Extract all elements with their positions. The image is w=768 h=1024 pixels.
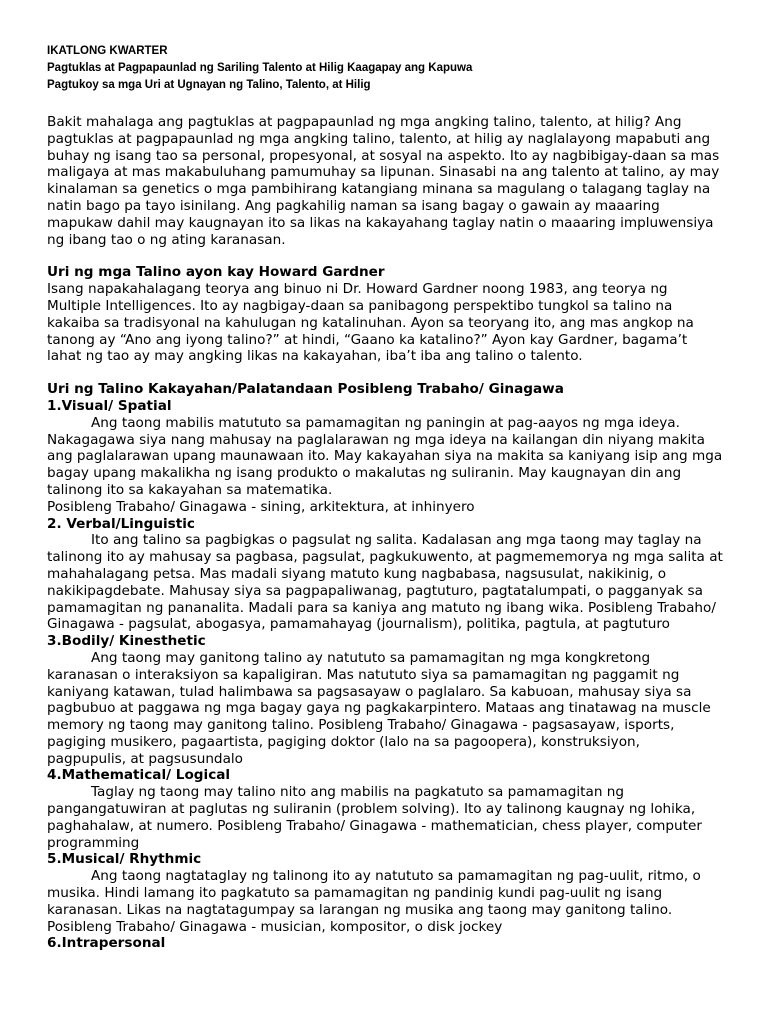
talent-type-description-text: Ang taong nagtataglay ng talinong ito ay natututo sa pamamagitan ng pag-uulit, ritmo, o musika. Hindi lamang ito pagkatuto sa pamamagitan ng pandinig kundi pag-uulit ng isang karanasan. Likas na nagtatagumpay sa larangan ng musika ang taong may ganitong talino. — [47, 868, 701, 918]
talent-type-bodily — [47, 633, 723, 767]
quarter-label: IKATLONG KWARTER — [47, 45, 168, 57]
talent-type-verbal — [47, 516, 723, 634]
talent-type-description — [47, 532, 723, 633]
talent-type-jobs: Posibleng Trabaho/ Ginagawa - mathematician, chess player, computer programming — [47, 817, 702, 851]
talent-type-jobs: Posibleng Trabaho/ Ginagawa - pagsasayaw, isports, pagiging musikero, pagaartista, pagiging doktor (lalo na sa pagoopera), konstruksiyon, pagpupulis, at pagsusundalo — [47, 717, 675, 767]
talent-type-title: 4.Mathematical/ Logical — [47, 767, 231, 784]
gardner-heading: Uri ng mga Talino ayon kay Howard Gardner — [47, 264, 385, 281]
talent-type-jobs: Posibleng Trabaho/ Ginagawa - pagsulat, abogasya, pamamahayag (journalism), politika, pagtula, at pagtuturo — [47, 599, 716, 633]
talent-type-jobs: Posibleng Trabaho/ Ginagawa - sining, arkitektura, at inhinyero — [47, 498, 475, 515]
talent-type-description — [47, 650, 723, 768]
talent-type-description-text: Ito ang talino sa pagbigkas o pagsulat ng salita. Kadalasan ang mga taong may taglay na talinong ito ay mahusay sa pagbasa, pagsulat, pagkukuwento, at pagmememorya ng mga salita at mahahalagang petsa. Mas madali siyang matuto kung nagbabasa, nagsusulat, nakikinig, o nakikipagdebate. Mahusay siya sa pagpapaliwanag, pagtuturo, pagtatalumpati, o pagganyak sa pamamagitan ng pananalita. Madali para sa kaniya ang matuto ng ibang wika. — [47, 532, 723, 616]
talent-type-jobs: Posibleng Trabaho/ Ginagawa - musician, kompositor, o disk jockey — [47, 918, 503, 935]
talent-type-description-text: Ang taong may ganitong talino ay natututo sa pamamagitan ng mga kongkretong karanasan o interaksiyon sa kapaligiran. Mas natututo siya sa pamamagitan ng paggamit ng kaniyang katawan, tulad halimbawa sa pagsasayaw o paglalaro. Sa kabuoan, mahusay siya sa pagbubuo at paggawa ng mga bagay gaya ng pagkakarpintero. Mataas ang tinatawag na muscle memory ng taong may ganitong talino. — [47, 649, 711, 734]
talent-type-title: 3.Bodily/ Kinesthetic — [47, 633, 206, 650]
talent-type-description: Ang taong mabilis matututo sa pamamagitan ng paningin at pag-aayos ng mga ideya. Nakagagawa siya nang mahusay na paglalarawan ng mga ideya na kailangan din niyang makita ang paglalarawan upang maunawaan ito. May kakayahan siya na makita sa kaniyang isip ang mga bagay upang makalikha ng isang produkto o makalutas ng suliranin. May kaugnayan din ang talinong ito sa kakayahan sa matematika. — [47, 414, 723, 498]
gardner-paragraph: Isang napakahalagang teorya ang binuo ni Dr. Howard Gardner noong 1983, ang teorya ng Multiple Intelligences. Ito ay nagbigay-daan sa panibagong perspektibo tungkol sa talino na kakaiba sa tradisyonal na kahulugan ng katalinuhan. Ayon sa teoryang ito, ang mas angkop na tanong ay “Ano ang iyong talino?” at hindi, “Gaano ka katalino?” Ayon kay Gardner, bagama’t lahat ng tao ay may angking likas na kakayahan, iba’t iba ang talino o talento. — [47, 281, 694, 365]
document-title: Pagtuklas at Pagpapaunlad ng Sariling Talento at Hilig Kaagapay ang Kapuwa — [47, 62, 473, 74]
document-page — [47, 43, 723, 952]
talent-type-description — [47, 784, 723, 851]
talent-type-description-text: Taglay ng taong may talino nito ang mabilis na pagkatuto sa pamamagitan ng pangangatuwiran at paglutas ng suliranin (problem solving). Ito ay talinong kaugnay ng lohika, paghahalaw, at numero. — [47, 784, 696, 834]
talent-type-mathematical — [47, 767, 723, 851]
talent-type-visual — [47, 398, 723, 516]
talent-type-title: 6.Intrapersonal — [47, 935, 166, 952]
talent-type-title: 2. Verbal/Linguistic — [47, 515, 195, 532]
talent-type-intrapersonal — [47, 935, 723, 952]
talent-types-section — [47, 381, 723, 952]
talent-types-heading: Uri ng Talino Kakayahan/Palatandaan Posibleng Trabaho/ Ginagawa — [47, 381, 564, 398]
gardner-section — [47, 264, 723, 365]
talent-type-musical — [47, 851, 723, 935]
talent-type-description — [47, 868, 723, 935]
document-subtitle: Pagtukoy sa mga Uri at Ugnayan ng Talino, Talento, at Hilig — [47, 79, 371, 91]
talent-type-title: 5.Musical/ Rhythmic — [47, 851, 202, 868]
talent-type-title: 1.Visual/ Spatial — [47, 397, 172, 414]
intro-paragraph: Bakit mahalaga ang pagtuklas at pagpapaunlad ng mga angking talino, talento, at hilig? Ang pagtuklas at pagpapaunlad ng mga angking talino, talento, at hilig ay naglalayong mapabuti ang buhay ng isang tao sa personal, propesyonal, at sosyal na aspekto. Ito ay nagbibigay-daan sa mas maligaya at mas makabuluhang pamumuhay sa lipunan. Sinasabi na ang talento at talino, ay may kinalaman sa genetics o mga pambihirang katangiang minana sa magulang o talagang taglay na natin bago pa tayo isinilang. Ang pagkahilig naman sa isang bagay o gawain ay maaaring mapukaw dahil may kaugnayan ito sa likas na kakayahang taglay natin o maaaring impluwensiya ng ibang tao o ng ating karanasan. — [47, 114, 720, 248]
